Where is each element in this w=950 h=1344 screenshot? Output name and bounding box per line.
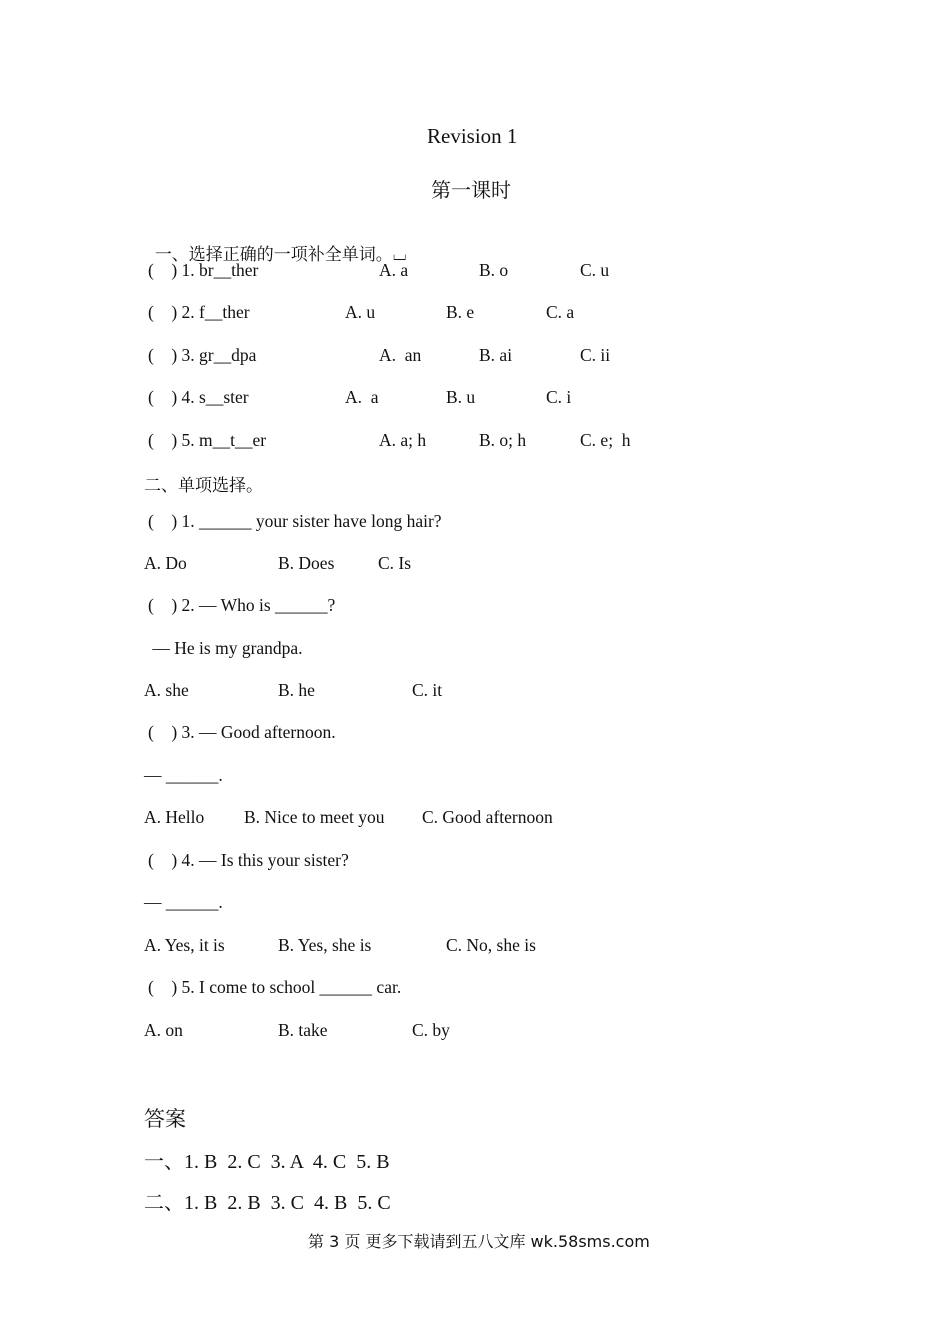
s2-q4-opt-b: B. Yes, she is: [278, 935, 372, 955]
s1-q2-opt-c: C. a: [546, 302, 575, 322]
s2-q2-opt-c: C. it: [412, 680, 443, 700]
s2-q4-opt-a: A. Yes, it is: [144, 935, 225, 955]
answers-line-1: 一、1. B 2. C 3. A 4. C 5. B: [144, 1151, 390, 1173]
s2-q1-opt-b: B. Does: [278, 553, 335, 573]
s1-q1-opt-a: A. a: [379, 260, 409, 280]
s1-q4-opt-a: A. a: [345, 387, 379, 407]
s1-q5-opt-a: A. a; h: [379, 430, 427, 450]
s1-q1: ( ) 1. br__ther: [148, 260, 259, 280]
s1-q3-opt-a: A. an: [379, 345, 422, 365]
s1-q5-opt-b: B. o; h: [479, 430, 527, 450]
s1-q5: ( ) 5. m__t__er: [148, 430, 267, 450]
s2-q1-opt-c: C. Is: [378, 553, 412, 573]
s1-q3-opt-b: B. ai: [479, 345, 513, 365]
s1-q2-opt-b: B. e: [446, 302, 475, 322]
section1-heading-text: 一、选择正确的一项补全单词。: [154, 245, 393, 265]
s1-q3: ( ) 3. gr__dpa: [148, 345, 257, 365]
s2-q4-opt-c: C. No, she is: [446, 935, 536, 955]
s2-q3-opt-b: B. Nice to meet you: [244, 807, 385, 827]
s2-q5: ( ) 5. I come to school ______ car.: [148, 977, 402, 997]
s2-q2: ( ) 2. — Who is ______?: [148, 595, 336, 615]
s2-q3-reply: — ______.: [144, 765, 223, 785]
s1-q2: ( ) 2. f__ther: [148, 302, 250, 322]
s2-q5-opt-a: A. on: [144, 1020, 183, 1040]
s1-q1-opt-c: C. u: [580, 260, 610, 280]
s1-q3-opt-c: C. ii: [580, 345, 611, 365]
s2-q3-opt-c: C. Good afternoon: [422, 807, 553, 827]
s1-q2-opt-a: A. u: [345, 302, 376, 322]
s1-q1-opt-b: B. o: [479, 260, 509, 280]
answers-heading: 答案: [144, 1107, 186, 1131]
section1-mark: ⌴: [392, 245, 407, 265]
s2-q3: ( ) 3. — Good afternoon.: [148, 722, 336, 742]
s2-q2-opt-a: A. she: [144, 680, 189, 700]
answers-line-2: 二、1. B 2. B 3. C 4. B 5. C: [144, 1192, 391, 1214]
s2-q5-opt-b: B. take: [278, 1020, 328, 1040]
page-title: Revision 1: [427, 124, 518, 148]
section1-heading: [144, 220, 406, 265]
lesson-subtitle: 第一课时: [431, 178, 511, 202]
s2-q2-opt-b: B. he: [278, 680, 315, 700]
s2-q5-opt-c: C. by: [412, 1020, 450, 1040]
section2-heading: 二、单项选择。: [144, 476, 263, 496]
s1-q4-opt-b: B. u: [446, 387, 476, 407]
s1-q4: ( ) 4. s__ster: [148, 387, 249, 407]
s1-q5-opt-c: C. e; h: [580, 430, 631, 450]
s2-q3-opt-a: A. Hello: [144, 807, 205, 827]
s2-q1: ( ) 1. ______ your sister have long hair?: [148, 511, 442, 531]
page-footer: 第 3 页 更多下载请到五八文库 wk.58sms.com: [308, 1232, 650, 1251]
s2-q1-opt-a: A. Do: [144, 553, 187, 573]
s1-q4-opt-c: C. i: [546, 387, 572, 407]
s2-q2-reply: — He is my grandpa.: [148, 638, 303, 658]
s2-q4: ( ) 4. — Is this your sister?: [148, 850, 349, 870]
s2-q4-reply: — ______.: [144, 892, 223, 912]
